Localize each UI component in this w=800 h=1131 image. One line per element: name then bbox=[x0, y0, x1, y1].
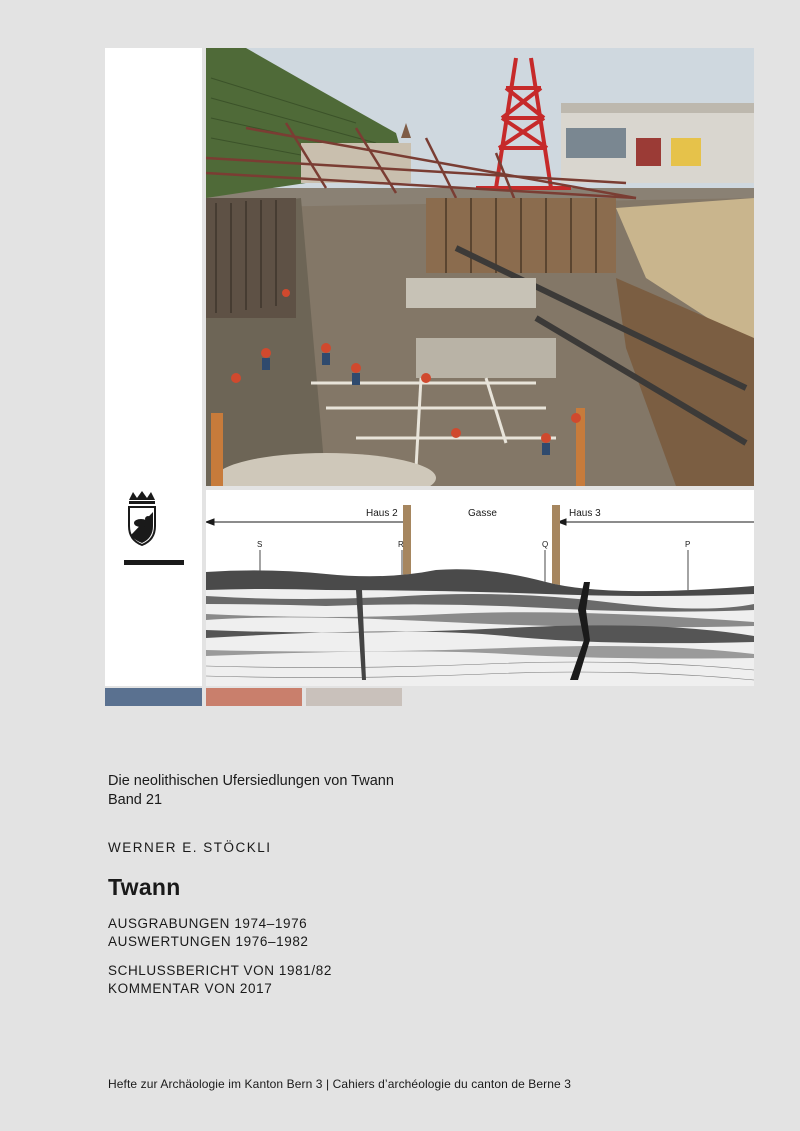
section-label-gasse: Gasse bbox=[468, 508, 497, 519]
excavation-photo-illustration bbox=[206, 48, 754, 486]
excavation-photo bbox=[206, 48, 754, 486]
section-marker-r: R bbox=[398, 540, 404, 549]
canton-bern-crest-icon bbox=[124, 490, 160, 546]
series-title: Die neolithischen Ufersiedlungen von Twann bbox=[108, 773, 394, 789]
section-drawing-svg bbox=[206, 490, 754, 686]
subtitle-line: KOMMENTAR VON 2017 bbox=[108, 981, 273, 996]
crest-underline-bar bbox=[124, 560, 184, 565]
subtitle-line: SCHLUSSBERICHT VON 1981/82 bbox=[108, 963, 332, 978]
author-name: WERNER E. STÖCKLI bbox=[108, 840, 272, 855]
color-bar-gray bbox=[306, 688, 402, 706]
color-bar-salmon bbox=[206, 688, 302, 706]
book-title: Twann bbox=[108, 874, 181, 900]
series-volume: Band 21 bbox=[108, 792, 163, 808]
section-marker-q: Q bbox=[542, 540, 549, 549]
color-bar-blue bbox=[105, 688, 202, 706]
cover-white-panel bbox=[105, 48, 202, 686]
section-label-haus-3: Haus 3 bbox=[569, 508, 601, 519]
stratigraphic-section-drawing bbox=[206, 490, 754, 686]
section-marker-p: P bbox=[685, 540, 691, 549]
series-footer: Hefte zur Archäologie im Kanton Bern 3 | Cahiers d’archéologie du canton de Berne 3 bbox=[108, 1077, 572, 1091]
subtitle-line: AUSWERTUNGEN 1976–1982 bbox=[108, 934, 309, 949]
subtitle-line: AUSGRABUNGEN 1974–1976 bbox=[108, 916, 308, 931]
section-label-haus-2: Haus 2 bbox=[366, 508, 398, 519]
section-marker-s: S bbox=[257, 540, 263, 549]
